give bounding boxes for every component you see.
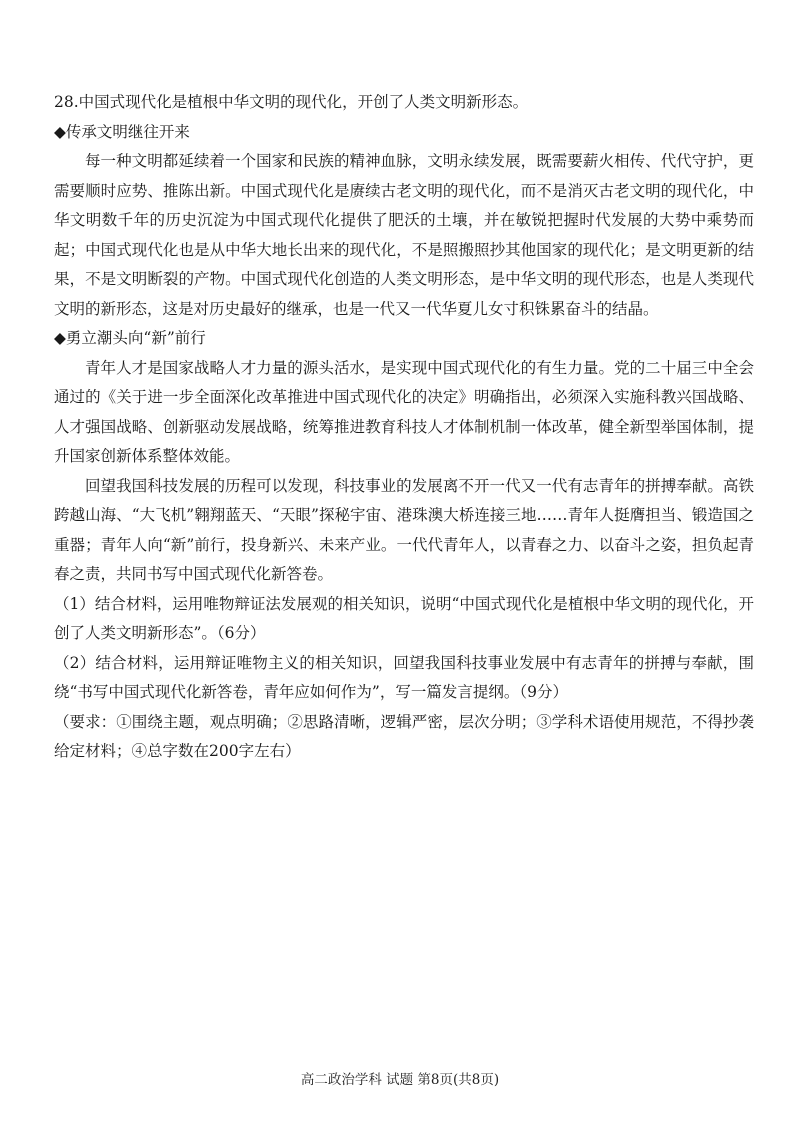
- sub-question-1: （1）结合材料，运用唯物辩证法发展观的相关知识，说明“中国式现代化是植根中华文明的现代化，开创了人类文明新形态”。（6分）: [54, 594, 754, 642]
- paragraph-science-history: 回望我国科技发展的历程可以发现，科技事业的发展离不开一代又一代有志青年的拼搏奉献。高铁跨越山海、“大飞机”翱翔蓝天、“天眼”探秘宇宙、港珠澳大桥连接三地……青年人挺膺担当、锻造国之重器；青年人向“新”前行，投身新兴、未来产业。一代代青年人，以青春之力、以奋斗之姿，担负起青春之责，共同书写中国式现代化新答卷。: [54, 476, 754, 583]
- question-title: 28.中国式现代化是植根中华文明的现代化，开创了人类文明新形态。: [54, 93, 529, 111]
- answer-requirement: （要求：①围绕主题，观点明确；②思路清晰，逻辑严密，层次分明；③学科术语使用规范，不得抄袭给定材料；④总字数在200字左右）: [54, 712, 754, 760]
- sub-question-2: （2）结合材料，运用辩证唯物主义的相关知识，回望我国科技事业发展中有志青年的拼搏与奉献，围绕“书写中国式现代化新答卷，青年应如何作为”，写一篇发言提纲。（9分）: [54, 653, 754, 701]
- page-footer: 高二政治学科 试题 第8页(共8页): [300, 1072, 500, 1088]
- section-heading-heritage: ◆传承文明继往开来: [54, 122, 190, 141]
- exam-page-content: [54, 88, 754, 767]
- section-heading-youth: ◆勇立潮头向“新”前行: [54, 329, 206, 347]
- paragraph-youth-talent: 青年人才是国家战略人才力量的源头活水，是实现中国式现代化的有生力量。党的二十届三中全会通过的《关于进一步全面深化改革推进中国式现代化的决定》明确指出，必须深入实施科教兴国战略、人才强国战略、创新驱动发展战略，统筹推进教育科技人才体制机制一体改革，健全新型举国体制，提升国家创新体系整体效能。: [54, 358, 754, 465]
- paragraph-heritage: 每一种文明都延续着一个国家和民族的精神血脉，文明永续发展，既需要薪火相传、代代守护，更需要顺时应势、推陈出新。中国式现代化是赓续古老文明的现代化，而不是消灭古老文明的现代化，中华文明数千年的历史沉淀为中国式现代化提供了肥沃的土壤，并在敏锐把握时代发展的大势中乘势而起；中国式现代化也是从中华大地长出来的现代化，不是照搬照抄其他国家的现代化；是文明更新的结果，不是文明断裂的产物。中国式现代化创造的人类文明形态，是中华文明的现代形态，也是人类现代文明的新形态，这是对历史最好的继承，也是一代又一代华夏儿女寸积铢累奋斗的结晶。: [54, 152, 754, 318]
